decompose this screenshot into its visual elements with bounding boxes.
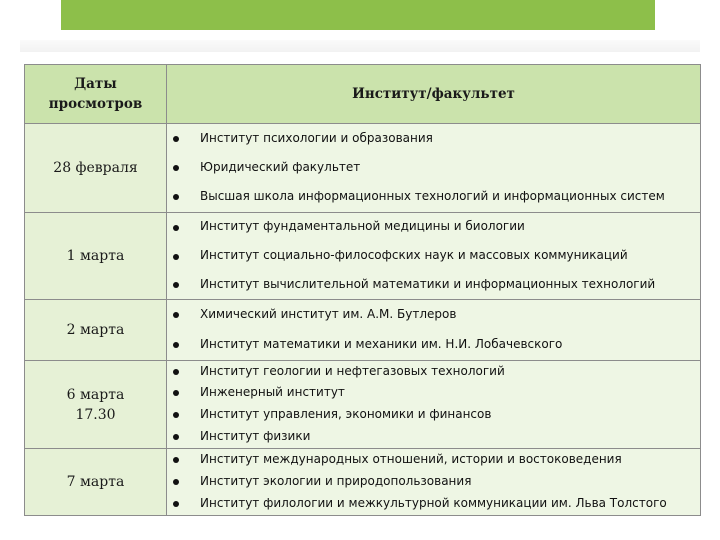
table-row [25, 124, 701, 213]
institute-name: Институт международных отношений, истории и востоковедения [200, 452, 622, 466]
list-item [167, 182, 700, 212]
date-cell [25, 361, 167, 449]
bullet-icon [173, 225, 179, 231]
institute-name: Инженерный институт [200, 385, 345, 399]
date-cell: 1 марта [25, 213, 167, 300]
institute-name: Институт вычислительной математики и информационных технологий [200, 277, 656, 291]
bullet-icon [173, 479, 179, 485]
list-item [167, 271, 700, 299]
date-cell: 7 марта [25, 449, 167, 516]
institute-name: Высшая школа информационных технологий и информационных систем [200, 189, 665, 203]
list-item [167, 300, 700, 330]
list-item [167, 471, 700, 493]
bullet-icon [173, 501, 179, 507]
table-row [25, 300, 701, 361]
list-item [167, 404, 700, 426]
bullet-icon [173, 165, 179, 171]
list-item [167, 449, 700, 471]
institute-name: Институт физики [200, 429, 311, 443]
title-banner [61, 0, 655, 30]
schedule-table [24, 64, 701, 516]
bullet-icon [173, 254, 179, 260]
bullet-icon [173, 342, 179, 348]
institute-list [167, 361, 701, 449]
list-item [167, 493, 700, 515]
institute-name: Институт фундаментальной медицины и биологии [200, 219, 525, 233]
institute-name: Институт экологии и природопользования [200, 474, 472, 488]
bullet-icon [173, 412, 179, 418]
bullet-icon [173, 369, 179, 375]
institute-name: Институт математики и механики им. Н.И. Лобачевского [200, 337, 563, 351]
list-item [167, 330, 700, 360]
institute-list [167, 213, 701, 300]
institute-name: Химический институт им. А.М. Бутлеров [200, 307, 457, 321]
list-item [167, 382, 700, 404]
bullet-icon [173, 457, 179, 463]
bullet-icon [173, 136, 179, 142]
faint-strip [20, 40, 700, 52]
list-item [167, 242, 700, 271]
institute-name: Институт филологии и межкультурной коммуникации им. Льва Толстого [200, 496, 667, 510]
bullet-icon [173, 312, 179, 318]
bullet-icon [173, 194, 179, 200]
list-item [167, 213, 700, 242]
table-row [25, 449, 701, 516]
institute-name: Институт социально-философских наук и массовых коммуникаций [200, 248, 628, 262]
institute-name: Институт управления, экономики и финансов [200, 407, 492, 421]
bullet-icon [173, 434, 179, 440]
institute-name: Институт геологии и нефтегазовых технологий [200, 364, 505, 378]
header-dates: Даты просмотров [25, 65, 167, 124]
institute-name: Институт психологии и образования [200, 131, 433, 145]
date-cell: 2 марта [25, 300, 167, 361]
bullet-icon [173, 390, 179, 396]
list-item [167, 426, 700, 448]
bullet-icon [173, 282, 179, 288]
header-institute: Институт/факультет [167, 65, 701, 124]
date-cell-text: 6 марта 17.30 [66, 386, 125, 423]
institute-list [167, 124, 701, 213]
institute-list [167, 449, 701, 516]
institute-list [167, 300, 701, 361]
list-item [167, 124, 700, 153]
list-item [167, 153, 700, 182]
institute-name: Юридический факультет [200, 160, 361, 174]
date-cell: 28 февраля [25, 124, 167, 213]
table-row [25, 213, 701, 300]
table-header-row [25, 65, 701, 124]
table-row [25, 361, 701, 449]
list-item [167, 361, 700, 382]
